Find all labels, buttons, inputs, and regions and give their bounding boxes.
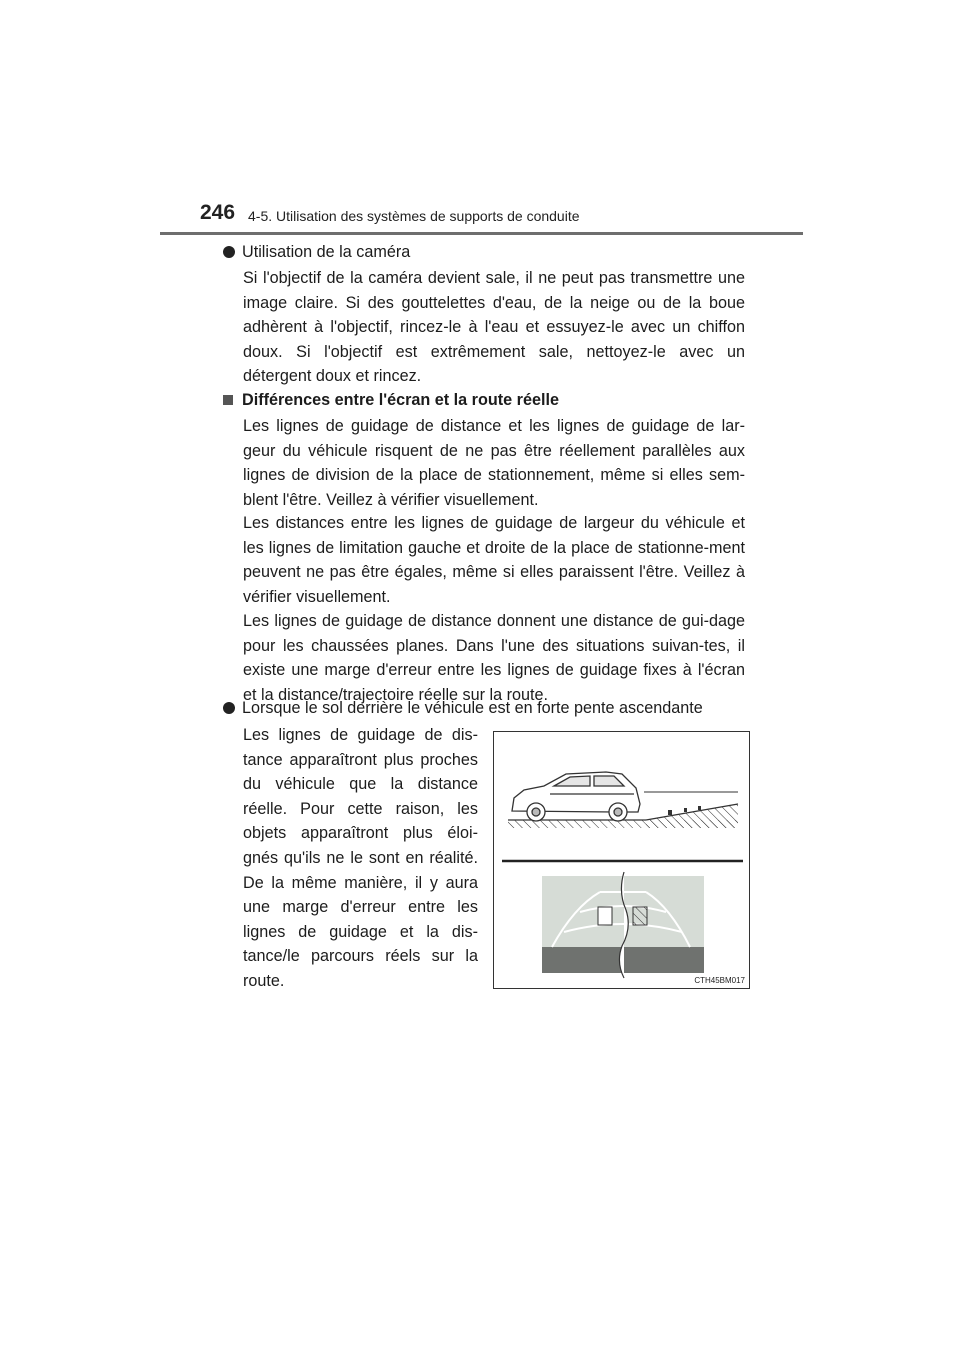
bullet-camera-use-title: Utilisation de la caméra xyxy=(242,243,411,261)
header-rule xyxy=(160,232,803,235)
uphill-illustration-drawing xyxy=(494,732,751,990)
page-number: 246 xyxy=(200,201,236,224)
bullet-dot-icon xyxy=(223,702,235,714)
distance-marker xyxy=(668,810,672,815)
bullet-uphill xyxy=(223,696,703,720)
distance-marker xyxy=(698,806,701,810)
section-differences xyxy=(223,388,559,412)
differences-paragraph-2: Les distances entre les lignes de guidage de largeur du véhicule et les lignes de limitation gauche et droite de la place de stationne-ment peuvent ne pas être égales, même si elles paraissent l'être. Veillez à vérifier visuellement. xyxy=(243,514,745,606)
figure-code: CTH45BM017 xyxy=(694,976,745,985)
camera-use-paragraph: Si l'objectif de la caméra devient sale, il ne peut pas transmettre une image claire. Si des gouttelettes d'eau, de la neige ou de la boue adhèrent à l'objectif, rincez-le à l'eau et essuyez-le avec un chiffon doux. Si l'objectif est extrêmement sale, nettoyez-le avec un détergent doux et rincez. xyxy=(243,269,745,386)
bullet-camera-use xyxy=(223,240,410,264)
square-bullet-icon xyxy=(223,395,233,405)
slope-hatching xyxy=(646,804,738,828)
bullet-uphill-title: Lorsque le sol derrière le véhicule est en forte pente ascendante xyxy=(242,699,703,717)
uphill-paragraph: Les lignes de guidage de dis-tance apparaîtront plus proches du véhicule que la distance réelle. Pour cette raison, les objets apparaîtront plus éloi-gnés qu'ils ne le sont en réalité. De la même manière, il y aura une marge d'erreur entre les lignes de guidage et la dis-tance/le parcours réels sur la route. xyxy=(243,726,478,990)
differences-paragraph-1: Les lignes de guidage de distance et les lignes de guidage de lar-geur du véhicule risquent de ne pas être réellement parallèles aux lignes de division de la place de stationnement, même si elles sem-blent l'être. Veillez à vérifier visuellement. xyxy=(243,417,745,509)
running-header: 4-5. Utilisation des systèmes de supports de conduite xyxy=(248,208,580,224)
car-side-view xyxy=(512,772,640,821)
section-differences-title: Différences entre l'écran et la route réelle xyxy=(242,391,559,409)
distance-marker xyxy=(684,808,687,812)
uphill-illustration xyxy=(493,731,750,989)
bullet-dot-icon xyxy=(223,246,235,258)
differences-paragraph-3: Les lignes de guidage de distance donnent une distance de gui-dage pour les chaussées planes. Dans l'une des situations suivan-tes, il existe une marge d'erreur entre les lignes de guidage fixes à l'écran et la distance/trajectoire réelle sur la route. xyxy=(243,612,745,704)
